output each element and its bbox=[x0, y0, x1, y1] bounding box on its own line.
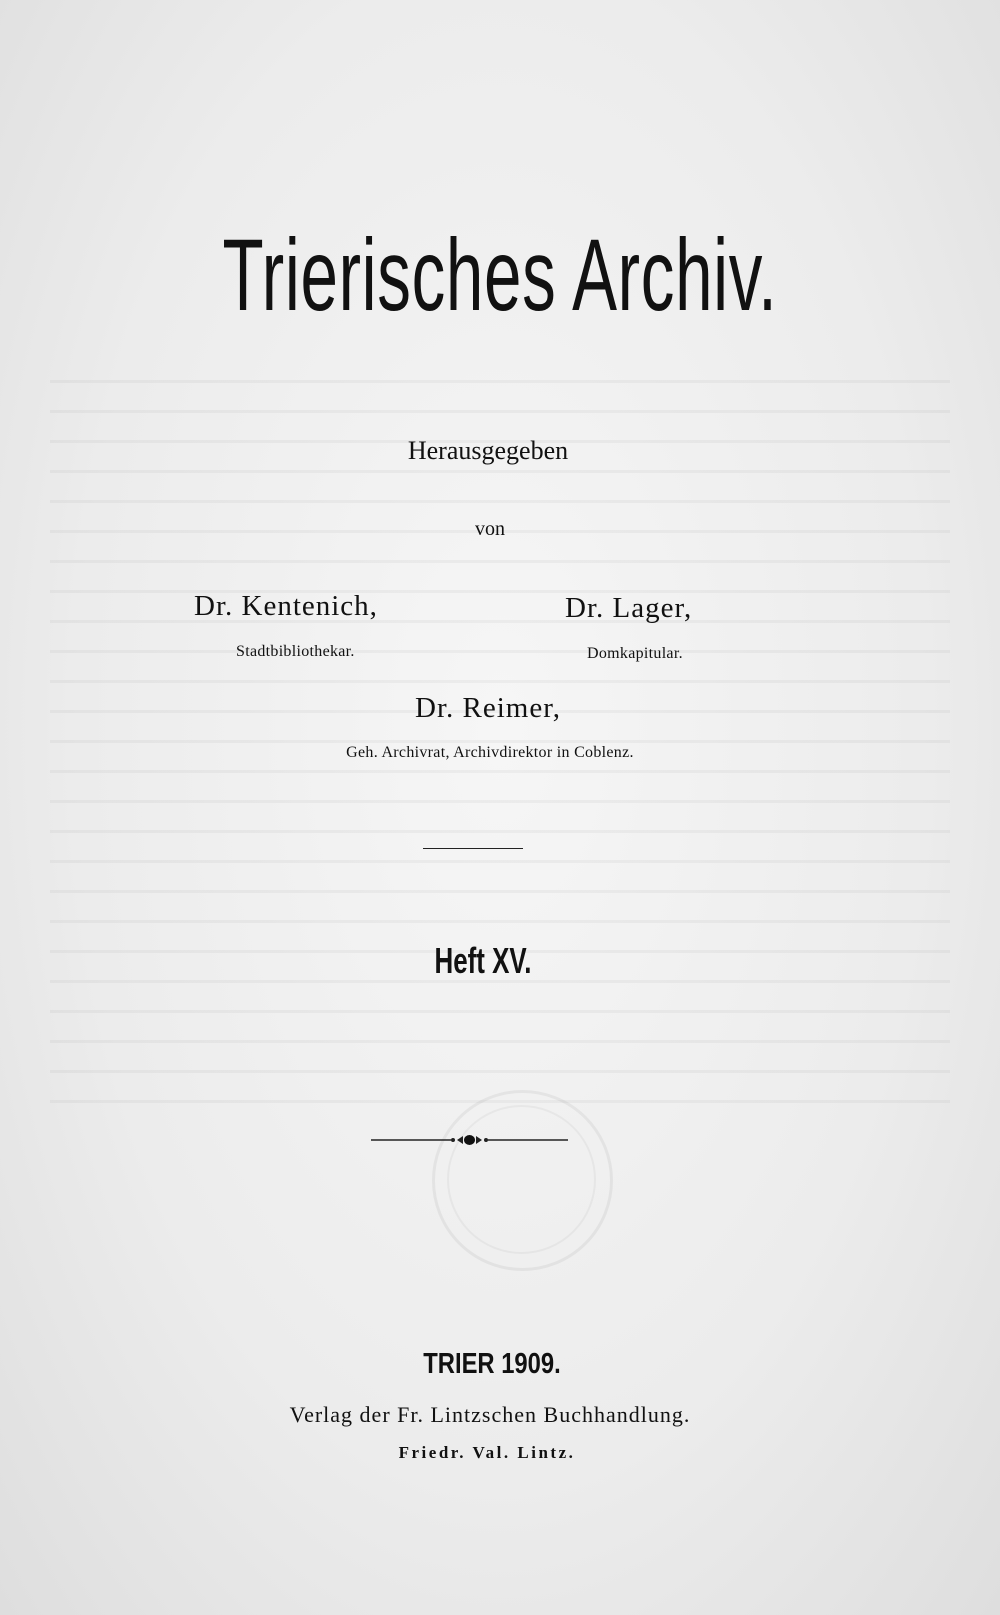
imprint-owner: Friedr. Val. Lintz. bbox=[398, 1443, 576, 1462]
issue-number: Heft XV. bbox=[434, 940, 532, 981]
editor-name-lager: Dr. Lager, bbox=[565, 592, 693, 624]
divider-rule bbox=[423, 848, 523, 849]
ornamental-divider bbox=[371, 1133, 568, 1147]
show-through-text bbox=[50, 360, 950, 1120]
library-stamp bbox=[432, 1090, 613, 1271]
editor-label: Herausgegeben bbox=[407, 436, 569, 465]
page-title: Trierisches Archiv. bbox=[222, 218, 778, 332]
editor-role-kentenich: Stadtbibliothekar. bbox=[236, 643, 355, 660]
von-label: von bbox=[475, 518, 505, 540]
editor-role-reimer: Geh. Archivrat, Archivdirektor in Coblenz. bbox=[346, 744, 634, 761]
imprint-city-year: TRIER 1909. bbox=[423, 1348, 561, 1380]
editor-name-reimer: Dr. Reimer, bbox=[415, 692, 561, 724]
editor-name-kentenich: Dr. Kentenich, bbox=[194, 590, 378, 622]
imprint-publisher: Verlag der Fr. Lintzschen Buchhandlung. bbox=[289, 1402, 691, 1427]
editor-role-lager: Domkapitular. bbox=[587, 645, 683, 662]
